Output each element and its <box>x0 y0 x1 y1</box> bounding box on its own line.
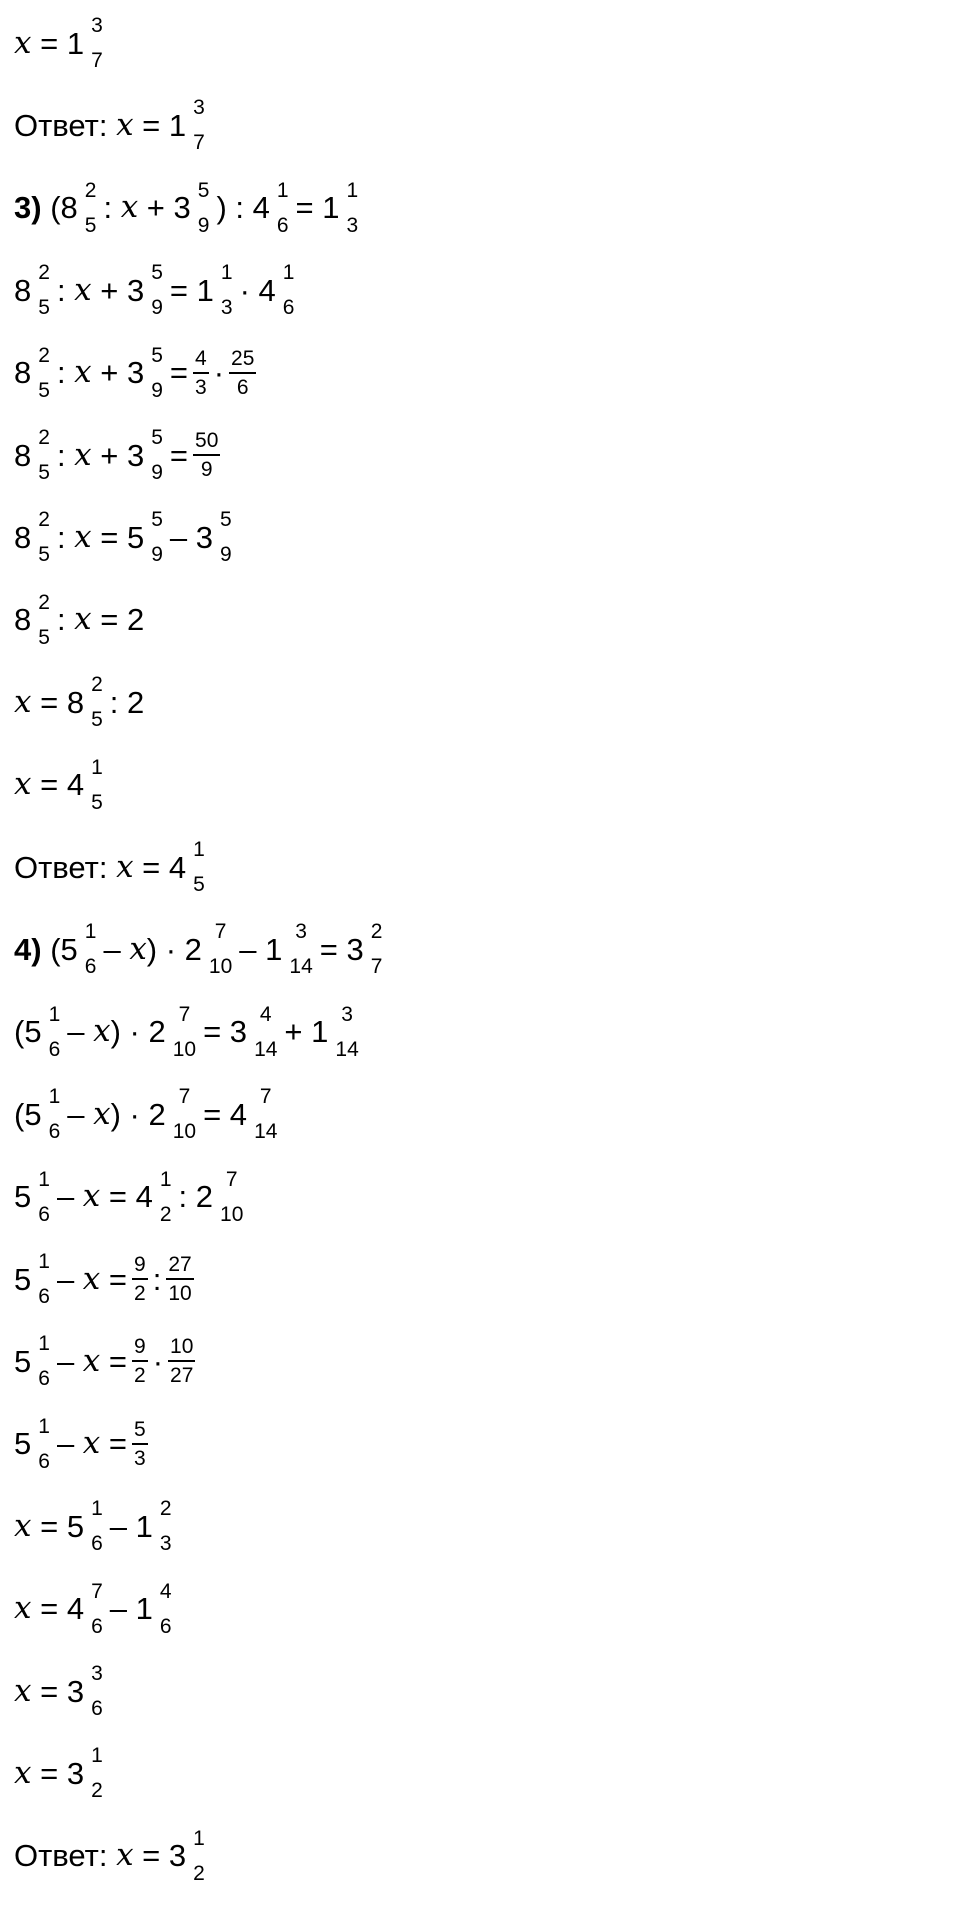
equation-line <box>14 1409 153 1479</box>
variable: x <box>116 106 134 143</box>
fraction-numerator: 25 <box>229 348 256 374</box>
equation-line <box>14 1738 110 1808</box>
equation-text: : <box>56 272 75 308</box>
equation-line <box>14 90 212 160</box>
equation-text: = 4 <box>31 767 85 803</box>
equation-text: = <box>100 1261 127 1297</box>
equation-text: : <box>56 602 75 638</box>
equation-text: = 3 <box>203 1014 248 1050</box>
fraction-numerator: 4 <box>193 348 209 374</box>
fraction-denominator: 5 <box>38 625 50 649</box>
fraction <box>89 757 105 813</box>
fraction-numerator: 7 <box>178 1002 191 1026</box>
fraction-numerator: 5 <box>151 343 163 367</box>
fraction-numerator: 2 <box>38 590 50 614</box>
fraction <box>89 1498 105 1554</box>
fraction-numerator: 9 <box>132 1254 148 1280</box>
fraction-denominator: 6 <box>276 213 289 237</box>
problem-number: 4) <box>14 931 42 967</box>
equation-text: 5 <box>14 1179 32 1215</box>
fraction-denominator: 5 <box>38 543 50 567</box>
equation-text: = 1 <box>295 190 340 226</box>
variable: x <box>74 518 92 555</box>
equation-text: = 8 <box>31 684 85 720</box>
fraction-numerator: 4 <box>159 1579 172 1603</box>
fraction-denominator: 9 <box>197 213 210 237</box>
variable: x <box>14 24 32 61</box>
fraction-denominator: 6 <box>38 1367 50 1391</box>
fraction-numerator: 2 <box>370 920 383 944</box>
fraction-numerator: 27 <box>166 1254 193 1280</box>
fraction-denominator: 6 <box>48 1120 61 1144</box>
fraction-denominator: 7 <box>91 49 103 72</box>
fraction-denominator: 6 <box>282 296 295 320</box>
variable: x <box>82 1178 101 1215</box>
equation-line <box>14 1656 110 1726</box>
fraction-denominator: 9 <box>151 543 163 567</box>
fraction-numerator: 2 <box>38 261 50 285</box>
fraction-denominator: 5 <box>193 873 205 896</box>
equation-line <box>14 338 261 408</box>
fraction <box>287 921 314 977</box>
fraction-numerator: 3 <box>91 14 103 37</box>
fraction-numerator: 5 <box>220 508 232 532</box>
fraction <box>218 1169 245 1225</box>
equation-text: Ответ: <box>14 107 117 143</box>
fraction-numerator: 1 <box>193 1826 205 1850</box>
equation-text: – <box>56 1261 83 1297</box>
fraction <box>191 97 207 153</box>
fraction-numerator: 2 <box>38 343 50 367</box>
equation-line <box>14 255 301 325</box>
fraction-numerator: 1 <box>346 178 359 202</box>
fraction <box>369 921 385 977</box>
fraction-denominator: 14 <box>254 1120 278 1144</box>
fraction-denominator: 6 <box>38 1285 50 1308</box>
fraction <box>158 1581 174 1637</box>
equation-text: Ответ: <box>14 849 117 885</box>
fraction-numerator: 2 <box>91 673 103 697</box>
fraction <box>132 1336 148 1386</box>
equation-line <box>14 1079 284 1149</box>
fraction-numerator: 2 <box>38 508 50 532</box>
fraction <box>168 1336 195 1386</box>
fraction-numerator: 10 <box>168 1336 195 1362</box>
fraction-denominator: 2 <box>159 1202 172 1226</box>
problem-number: 3) <box>14 190 42 226</box>
equation-text: – <box>56 1343 83 1379</box>
fraction-denominator: 3 <box>134 1446 146 1470</box>
equation-text: 8 <box>14 437 32 473</box>
equation-text: : <box>56 437 75 473</box>
equation-text: (5 <box>14 1096 42 1132</box>
fraction-denominator: 6 <box>48 1037 61 1061</box>
fraction <box>36 345 52 401</box>
equation-text: : 2 <box>178 1179 214 1215</box>
fraction-numerator: 1 <box>159 1167 172 1191</box>
equation-text: = 3 <box>31 1673 85 1709</box>
equation-text: – 1 <box>239 931 283 967</box>
variable: x <box>82 1260 101 1297</box>
equation-text: : <box>103 190 121 226</box>
fraction-numerator: 2 <box>84 178 97 202</box>
fraction-denominator: 6 <box>38 1449 50 1473</box>
fraction <box>171 1004 198 1060</box>
equation-text: · 4 <box>239 272 276 308</box>
fraction <box>219 262 235 318</box>
equation-text: 8 <box>14 272 32 308</box>
equation-text: – <box>56 1179 83 1215</box>
equation-text: (5 <box>41 931 78 967</box>
equation-line <box>14 585 144 655</box>
equation-text: + 1 <box>284 1014 329 1050</box>
fraction-numerator: 7 <box>91 1579 103 1603</box>
variable: x <box>74 354 92 391</box>
equation-text: : <box>152 1261 162 1297</box>
fraction-denominator: 2 <box>193 1861 205 1885</box>
fraction <box>36 1416 52 1472</box>
fraction <box>158 1498 174 1554</box>
variable: x <box>116 1837 134 1874</box>
variable: x <box>14 1672 32 1709</box>
fraction-denominator: 7 <box>370 955 383 979</box>
variable: x <box>93 1095 111 1132</box>
fraction-denominator: 6 <box>91 1697 103 1720</box>
equation-text: 5 <box>14 1343 32 1379</box>
variable: x <box>74 436 92 473</box>
fraction <box>36 262 52 318</box>
equation-line <box>14 8 110 78</box>
fraction <box>36 509 52 565</box>
equation-text: = 4 <box>31 1591 85 1627</box>
fraction-numerator: 1 <box>91 1744 103 1768</box>
fraction-denominator: 14 <box>254 1037 278 1061</box>
equation-line <box>14 1162 250 1232</box>
equation-line <box>14 832 212 902</box>
equation-text: : <box>56 519 75 555</box>
equation-text: = 4 <box>133 849 187 885</box>
equation-text: = 1 <box>169 272 214 308</box>
fraction-numerator: 7 <box>178 1085 191 1109</box>
fraction-numerator: 5 <box>151 426 163 449</box>
fraction-numerator: 9 <box>132 1336 148 1362</box>
variable: x <box>93 1013 111 1050</box>
equation-text: – <box>67 1014 94 1050</box>
equation-text: + 3 <box>138 190 191 226</box>
equation-text: = 2 <box>91 602 145 638</box>
fraction-numerator: 1 <box>38 1332 50 1356</box>
fraction-denominator: 5 <box>91 790 103 814</box>
fraction <box>36 1333 52 1389</box>
equation-text: + 3 <box>91 437 145 473</box>
variable: x <box>82 1425 101 1462</box>
variable: x <box>129 930 147 967</box>
fraction <box>149 427 165 483</box>
fraction-denominator: 7 <box>193 131 205 155</box>
variable: x <box>14 683 32 720</box>
fraction-numerator: 1 <box>48 1002 61 1026</box>
equation-line <box>14 750 110 820</box>
equation-text: ) : 4 <box>216 190 270 226</box>
fraction-denominator: 5 <box>84 213 97 237</box>
fraction-denominator: 6 <box>84 955 97 979</box>
fraction <box>36 427 52 483</box>
fraction-denominator: 2 <box>134 1282 146 1305</box>
fraction-denominator: 9 <box>220 543 232 567</box>
fraction <box>36 1169 52 1225</box>
equation-text: : <box>56 355 75 391</box>
fraction-denominator: 6 <box>236 375 249 399</box>
fraction-denominator: 3 <box>195 375 207 399</box>
equation-text: = 4 <box>203 1096 248 1132</box>
variable: x <box>74 271 92 308</box>
variable: x <box>82 1342 101 1379</box>
fraction <box>36 592 52 648</box>
fraction-numerator: 7 <box>214 920 227 944</box>
fraction-denominator: 10 <box>168 1282 192 1305</box>
fraction-numerator: 1 <box>38 1414 50 1438</box>
equation-text: – <box>103 931 130 967</box>
fraction <box>171 1086 198 1142</box>
equation-text: = 4 <box>100 1179 153 1215</box>
equation-text: = 3 <box>319 931 364 967</box>
fraction <box>149 262 165 318</box>
equation-text: = 5 <box>91 519 145 555</box>
fraction-numerator: 3 <box>341 1002 353 1026</box>
equation-line <box>14 1326 200 1396</box>
equation-text: = 3 <box>133 1838 187 1874</box>
fraction <box>149 509 165 565</box>
fraction-denominator: 9 <box>200 458 213 481</box>
fraction-numerator: 1 <box>91 755 103 779</box>
fraction-denominator: 10 <box>220 1202 244 1226</box>
fraction-denominator: 6 <box>91 1614 103 1638</box>
fraction-numerator: 1 <box>84 920 97 944</box>
equation-line <box>14 173 365 243</box>
equation-text: = 5 <box>31 1508 85 1544</box>
fraction <box>83 180 99 236</box>
fraction-denominator: 3 <box>346 213 359 237</box>
equation-text: (5 <box>14 1014 42 1050</box>
fraction <box>252 1004 279 1060</box>
equation-text: – 1 <box>109 1591 153 1627</box>
fraction <box>132 1254 148 1304</box>
fraction <box>158 1169 174 1225</box>
equation-line <box>14 420 225 490</box>
fraction-denominator: 5 <box>38 296 50 320</box>
fraction-denominator: 9 <box>151 296 163 320</box>
fraction-denominator: 9 <box>151 461 163 484</box>
variable: x <box>14 1590 32 1627</box>
equation-text: = <box>100 1426 127 1462</box>
equation-text: + 3 <box>91 355 145 391</box>
fraction-numerator: 7 <box>259 1085 272 1109</box>
fraction-numerator: 3 <box>91 1662 103 1685</box>
variable: x <box>120 189 139 226</box>
fraction-denominator: 5 <box>38 378 50 402</box>
fraction <box>89 1663 105 1719</box>
fraction-denominator: 14 <box>335 1037 359 1061</box>
fraction <box>196 180 212 236</box>
fraction-denominator: 6 <box>159 1614 172 1638</box>
equation-text: – <box>67 1096 94 1132</box>
fraction-numerator: 1 <box>91 1497 103 1521</box>
equation-text: : 2 <box>109 684 145 720</box>
fraction-denominator: 6 <box>38 1202 50 1226</box>
equation-text: · <box>213 355 225 391</box>
equation-line <box>14 914 389 984</box>
variable: x <box>116 848 134 885</box>
equation-line <box>14 502 239 572</box>
equation-text: · <box>152 1343 164 1379</box>
fraction-denominator: 2 <box>134 1364 146 1388</box>
fraction <box>193 348 209 398</box>
fraction <box>229 348 256 398</box>
fraction-numerator: 2 <box>159 1497 172 1521</box>
fraction <box>191 839 207 895</box>
equation-text: + 3 <box>91 272 145 308</box>
variable: x <box>14 1754 32 1791</box>
fraction <box>191 1828 207 1884</box>
equation-text: 8 <box>14 602 32 638</box>
fraction-numerator: 5 <box>132 1419 148 1445</box>
equation-text: (8 <box>41 190 78 226</box>
equation-line <box>14 667 144 737</box>
fraction-numerator: 3 <box>193 96 205 120</box>
variable: x <box>14 766 32 803</box>
fraction <box>36 1251 52 1307</box>
variable: x <box>14 1507 32 1544</box>
fraction <box>275 180 291 236</box>
equation-text: – <box>56 1426 83 1462</box>
fraction <box>207 921 234 977</box>
fraction-numerator: 1 <box>48 1085 61 1109</box>
equation-text: ) · 2 <box>146 931 202 967</box>
fraction-numerator: 7 <box>225 1167 238 1191</box>
fraction-denominator: 6 <box>91 1532 103 1556</box>
fraction <box>89 1581 105 1637</box>
equation-text: 5 <box>14 1426 32 1462</box>
fraction <box>166 1254 193 1304</box>
fraction <box>47 1004 63 1060</box>
fraction <box>149 345 165 401</box>
equation-text: 5 <box>14 1261 32 1297</box>
fraction-denominator: 10 <box>172 1120 197 1144</box>
equation-line <box>14 1574 179 1644</box>
equation-text: ) · 2 <box>110 1096 166 1132</box>
fraction-numerator: 1 <box>276 178 289 202</box>
fraction-numerator: 5 <box>151 261 163 285</box>
fraction-numerator: 1 <box>38 1167 50 1191</box>
fraction <box>47 1086 63 1142</box>
fraction <box>83 921 99 977</box>
equation-text: Ответ: <box>14 1838 117 1874</box>
fraction-denominator: 5 <box>91 708 103 732</box>
equation-text: 8 <box>14 355 32 391</box>
equation-text: – 3 <box>169 519 214 555</box>
equation-line <box>14 997 366 1067</box>
fraction-numerator: 1 <box>282 261 295 285</box>
fraction <box>193 430 220 480</box>
fraction-denominator: 3 <box>159 1532 172 1556</box>
fraction-numerator: 1 <box>38 1250 50 1273</box>
fraction-numerator: 4 <box>259 1002 272 1026</box>
equation-line <box>14 1821 212 1891</box>
fraction-denominator: 14 <box>289 955 313 979</box>
fraction-denominator: 2 <box>91 1779 103 1803</box>
fraction-denominator: 10 <box>208 955 233 979</box>
equation-text: = <box>100 1343 127 1379</box>
fraction <box>333 1004 360 1060</box>
equation-text: = 1 <box>31 25 85 61</box>
fraction-denominator: 27 <box>170 1364 194 1388</box>
fraction-numerator: 5 <box>197 178 210 202</box>
fraction-denominator: 3 <box>220 296 233 320</box>
fraction <box>218 509 234 565</box>
fraction <box>345 180 361 236</box>
fraction-numerator: 1 <box>193 838 205 861</box>
fraction-denominator: 9 <box>151 378 163 402</box>
equation-text: = 1 <box>133 107 187 143</box>
fraction <box>89 1745 105 1801</box>
equation-line <box>14 1244 199 1314</box>
equation-text: 8 <box>14 519 32 555</box>
equation-text: = <box>169 355 189 391</box>
fraction-numerator: 50 <box>193 430 220 456</box>
fraction <box>89 15 105 71</box>
fraction <box>252 1086 279 1142</box>
equation-text: – 1 <box>109 1508 153 1544</box>
equation-text: = <box>169 437 189 473</box>
equation-line <box>14 1491 179 1561</box>
equation-text: ) · 2 <box>110 1014 166 1050</box>
variable: x <box>74 601 92 638</box>
fraction-numerator: 1 <box>220 261 233 285</box>
fraction <box>89 674 105 730</box>
fraction-numerator: 3 <box>295 920 307 944</box>
fraction <box>281 262 297 318</box>
equation-text: = 3 <box>31 1755 85 1791</box>
fraction-denominator: 5 <box>38 461 50 484</box>
fraction-denominator: 10 <box>172 1037 197 1061</box>
fraction-numerator: 5 <box>151 508 163 532</box>
fraction-numerator: 2 <box>38 426 50 449</box>
fraction <box>132 1419 148 1469</box>
